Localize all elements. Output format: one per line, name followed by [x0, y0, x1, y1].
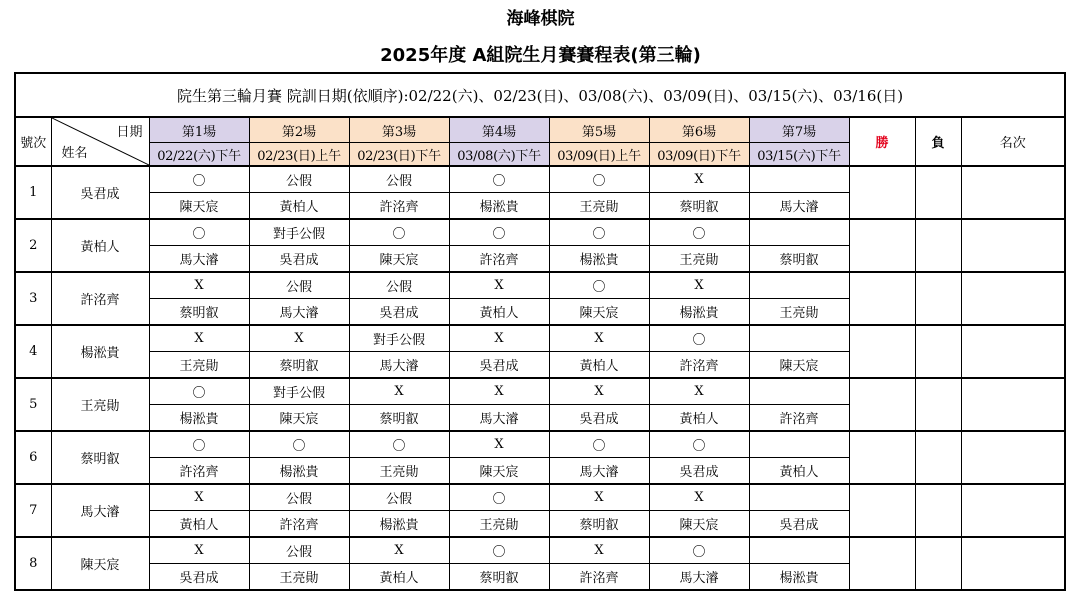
- opponent-cell: 楊淞貴: [349, 511, 449, 538]
- result-cell: 〇: [449, 166, 549, 193]
- round-header-4: 第4場: [449, 117, 549, 143]
- opponent-cell: 黃柏人: [349, 564, 449, 591]
- opponent-cell: 黃柏人: [249, 193, 349, 220]
- player-name: 王亮勛: [51, 378, 149, 431]
- result-cell: [749, 378, 849, 405]
- player-name: 馬大濬: [51, 484, 149, 537]
- opponent-cell: 陳天宸: [149, 193, 249, 220]
- result-cell: 公假: [249, 272, 349, 299]
- round-date-7: 03/15(六)下午: [749, 143, 849, 167]
- result-cell: 〇: [149, 219, 249, 246]
- player-name: 黃柏人: [51, 219, 149, 272]
- result-cell: 〇: [149, 166, 249, 193]
- player-number: 5: [15, 378, 51, 431]
- round-header-6: 第6場: [649, 117, 749, 143]
- loss-count-cell: [915, 537, 961, 590]
- rank-header: 名次: [961, 117, 1065, 166]
- opponent-cell: 王亮勛: [449, 511, 549, 538]
- result-cell: X: [549, 378, 649, 405]
- rank-cell: [961, 166, 1065, 219]
- opponent-cell: 陳天宸: [249, 405, 349, 432]
- opponent-cell: 蔡明叡: [549, 511, 649, 538]
- rank-cell: [961, 219, 1065, 272]
- loss-count-cell: [915, 325, 961, 378]
- player-number: 8: [15, 537, 51, 590]
- player-number: 4: [15, 325, 51, 378]
- player-number: 7: [15, 484, 51, 537]
- result-cell: [749, 219, 849, 246]
- player-result-row: [15, 219, 1065, 246]
- opponent-cell: 蔡明叡: [149, 299, 249, 326]
- result-cell: 〇: [449, 219, 549, 246]
- opponent-cell: 王亮勛: [649, 246, 749, 273]
- player-name: 楊淞貴: [51, 325, 149, 378]
- round-header-7: 第7場: [749, 117, 849, 143]
- player-result-row: [15, 325, 1065, 352]
- round-header-5: 第5場: [549, 117, 649, 143]
- result-cell: 〇: [149, 431, 249, 458]
- win-count-cell: [849, 272, 915, 325]
- loss-count-cell: [915, 431, 961, 484]
- schedule-table: [14, 72, 1066, 591]
- result-cell: X: [449, 378, 549, 405]
- result-cell: X: [149, 537, 249, 564]
- result-cell: 〇: [649, 219, 749, 246]
- opponent-cell: 王亮勛: [249, 564, 349, 591]
- opponent-cell: 馬大濬: [749, 193, 849, 220]
- opponent-cell: 王亮勛: [349, 458, 449, 485]
- opponent-cell: 陳天宸: [749, 352, 849, 379]
- opponent-cell: 陳天宸: [549, 299, 649, 326]
- opponent-cell: 許洺齊: [149, 458, 249, 485]
- opponent-cell: 楊淞貴: [449, 193, 549, 220]
- result-cell: 公假: [349, 484, 449, 511]
- opponent-cell: 許洺齊: [249, 511, 349, 538]
- opponent-cell: 馬大濬: [449, 405, 549, 432]
- win-count-cell: [849, 431, 915, 484]
- opponent-cell: 馬大濬: [349, 352, 449, 379]
- result-cell: [749, 166, 849, 193]
- round-header-3: 第3場: [349, 117, 449, 143]
- result-cell: X: [449, 325, 549, 352]
- result-cell: X: [349, 537, 449, 564]
- opponent-cell: 楊淞貴: [149, 405, 249, 432]
- opponent-cell: 黃柏人: [749, 458, 849, 485]
- round-date-2: 02/23(日)上午: [249, 143, 349, 167]
- result-cell: 公假: [349, 272, 449, 299]
- result-cell: 公假: [349, 166, 449, 193]
- result-cell: X: [449, 272, 549, 299]
- opponent-cell: 吳君成: [349, 299, 449, 326]
- result-cell: 公假: [249, 537, 349, 564]
- rank-cell: [961, 431, 1065, 484]
- opponent-cell: 吳君成: [649, 458, 749, 485]
- player-number: 6: [15, 431, 51, 484]
- opponent-cell: 馬大濬: [549, 458, 649, 485]
- opponent-cell: 陳天宸: [449, 458, 549, 485]
- opponent-cell: 楊淞貴: [549, 246, 649, 273]
- opponent-cell: 吳君成: [549, 405, 649, 432]
- round-date-1: 02/22(六)下午: [149, 143, 249, 167]
- win-count-cell: [849, 484, 915, 537]
- result-cell: 〇: [149, 378, 249, 405]
- opponent-cell: 王亮勛: [749, 299, 849, 326]
- win-count-cell: [849, 325, 915, 378]
- result-cell: 對手公假: [349, 325, 449, 352]
- player-name: 許洺齊: [51, 272, 149, 325]
- result-cell: 〇: [649, 431, 749, 458]
- result-cell: X: [149, 484, 249, 511]
- result-cell: 公假: [249, 484, 349, 511]
- player-number: 1: [15, 166, 51, 219]
- opponent-cell: 許洺齊: [549, 564, 649, 591]
- result-cell: 公假: [249, 166, 349, 193]
- result-cell: 對手公假: [249, 219, 349, 246]
- opponent-cell: 黃柏人: [649, 405, 749, 432]
- win-header: 勝: [849, 117, 915, 166]
- rank-cell: [961, 378, 1065, 431]
- player-result-row: [15, 378, 1065, 405]
- result-cell: 對手公假: [249, 378, 349, 405]
- result-cell: 〇: [449, 484, 549, 511]
- rank-cell: [961, 484, 1065, 537]
- opponent-cell: 陳天宸: [649, 511, 749, 538]
- opponent-cell: 吳君成: [249, 246, 349, 273]
- opponent-cell: 吳君成: [149, 564, 249, 591]
- opponent-cell: 蔡明叡: [449, 564, 549, 591]
- result-cell: 〇: [549, 166, 649, 193]
- rank-cell: [961, 537, 1065, 590]
- result-cell: X: [649, 378, 749, 405]
- loss-count-cell: [915, 272, 961, 325]
- result-cell: 〇: [349, 431, 449, 458]
- win-count-cell: [849, 378, 915, 431]
- date-name-corner-header: [51, 117, 149, 166]
- rank-cell: [961, 325, 1065, 378]
- player-number: 3: [15, 272, 51, 325]
- player-number: 2: [15, 219, 51, 272]
- document-title: 2025年度 A組院生月賽賽程表(第三輪): [380, 45, 701, 66]
- player-result-row: [15, 166, 1065, 193]
- player-result-row: [15, 537, 1065, 564]
- result-cell: 〇: [449, 537, 549, 564]
- result-cell: 〇: [549, 272, 649, 299]
- opponent-cell: 蔡明叡: [649, 193, 749, 220]
- result-cell: X: [549, 325, 649, 352]
- loss-count-cell: [915, 219, 961, 272]
- opponent-cell: 吳君成: [449, 352, 549, 379]
- round-date-6: 03/09(日)下午: [649, 143, 749, 167]
- result-cell: 〇: [349, 219, 449, 246]
- result-cell: [749, 272, 849, 299]
- opponent-cell: 楊淞貴: [249, 458, 349, 485]
- name-header-label: 姓名: [61, 146, 88, 161]
- opponent-cell: 馬大濬: [649, 564, 749, 591]
- opponent-cell: 許洺齊: [749, 405, 849, 432]
- result-cell: X: [649, 166, 749, 193]
- loss-header: 負: [915, 117, 961, 166]
- rank-cell: [961, 272, 1065, 325]
- player-name: 蔡明叡: [51, 431, 149, 484]
- opponent-cell: 蔡明叡: [349, 405, 449, 432]
- opponent-cell: 馬大濬: [149, 246, 249, 273]
- result-cell: 〇: [549, 219, 649, 246]
- date-header-label: 日期: [116, 125, 143, 140]
- result-cell: X: [449, 431, 549, 458]
- result-cell: [749, 431, 849, 458]
- win-count-cell: [849, 537, 915, 590]
- result-cell: 〇: [649, 325, 749, 352]
- round-date-3: 02/23(日)下午: [349, 143, 449, 167]
- result-cell: X: [349, 378, 449, 405]
- player-name: 陳天宸: [51, 537, 149, 590]
- opponent-cell: 黃柏人: [149, 511, 249, 538]
- round-date-5: 03/09(日)上午: [549, 143, 649, 167]
- opponent-cell: 許洺齊: [349, 193, 449, 220]
- loss-count-cell: [915, 484, 961, 537]
- result-cell: X: [649, 484, 749, 511]
- opponent-cell: 陳天宸: [349, 246, 449, 273]
- opponent-cell: 吳君成: [749, 511, 849, 538]
- opponent-cell: 楊淞貴: [749, 564, 849, 591]
- player-result-row: [15, 484, 1065, 511]
- opponent-cell: 許洺齊: [449, 246, 549, 273]
- result-cell: [749, 537, 849, 564]
- opponent-cell: 王亮勛: [149, 352, 249, 379]
- result-cell: [749, 484, 849, 511]
- loss-count-cell: [915, 378, 961, 431]
- win-count-cell: [849, 166, 915, 219]
- win-count-cell: [849, 219, 915, 272]
- index-header: 號次: [15, 117, 51, 166]
- training-dates-line: 院生第三輪月賽 院訓日期(依順序):02/22(六)、02/23(日)、03/08(六)、03/09(日)、03/15(六)、03/16(日): [15, 73, 1065, 117]
- round-header-2: 第2場: [249, 117, 349, 143]
- result-cell: X: [149, 325, 249, 352]
- opponent-cell: 蔡明叡: [749, 246, 849, 273]
- opponent-cell: 黃柏人: [449, 299, 549, 326]
- result-cell: X: [549, 484, 649, 511]
- result-cell: X: [649, 272, 749, 299]
- player-result-row: [15, 431, 1065, 458]
- opponent-cell: 蔡明叡: [249, 352, 349, 379]
- player-result-row: [15, 272, 1065, 299]
- result-cell: 〇: [649, 537, 749, 564]
- opponent-cell: 王亮勛: [549, 193, 649, 220]
- result-cell: X: [149, 272, 249, 299]
- opponent-cell: 黃柏人: [549, 352, 649, 379]
- opponent-cell: 許洺齊: [649, 352, 749, 379]
- opponent-cell: 楊淞貴: [649, 299, 749, 326]
- loss-count-cell: [915, 166, 961, 219]
- org-title: 海峰棋院: [506, 9, 575, 29]
- result-cell: 〇: [249, 431, 349, 458]
- result-cell: X: [249, 325, 349, 352]
- result-cell: [749, 325, 849, 352]
- result-cell: 〇: [549, 431, 649, 458]
- player-name: 吳君成: [51, 166, 149, 219]
- opponent-cell: 馬大濬: [249, 299, 349, 326]
- round-header-1: 第1場: [149, 117, 249, 143]
- round-date-4: 03/08(六)下午: [449, 143, 549, 167]
- result-cell: X: [549, 537, 649, 564]
